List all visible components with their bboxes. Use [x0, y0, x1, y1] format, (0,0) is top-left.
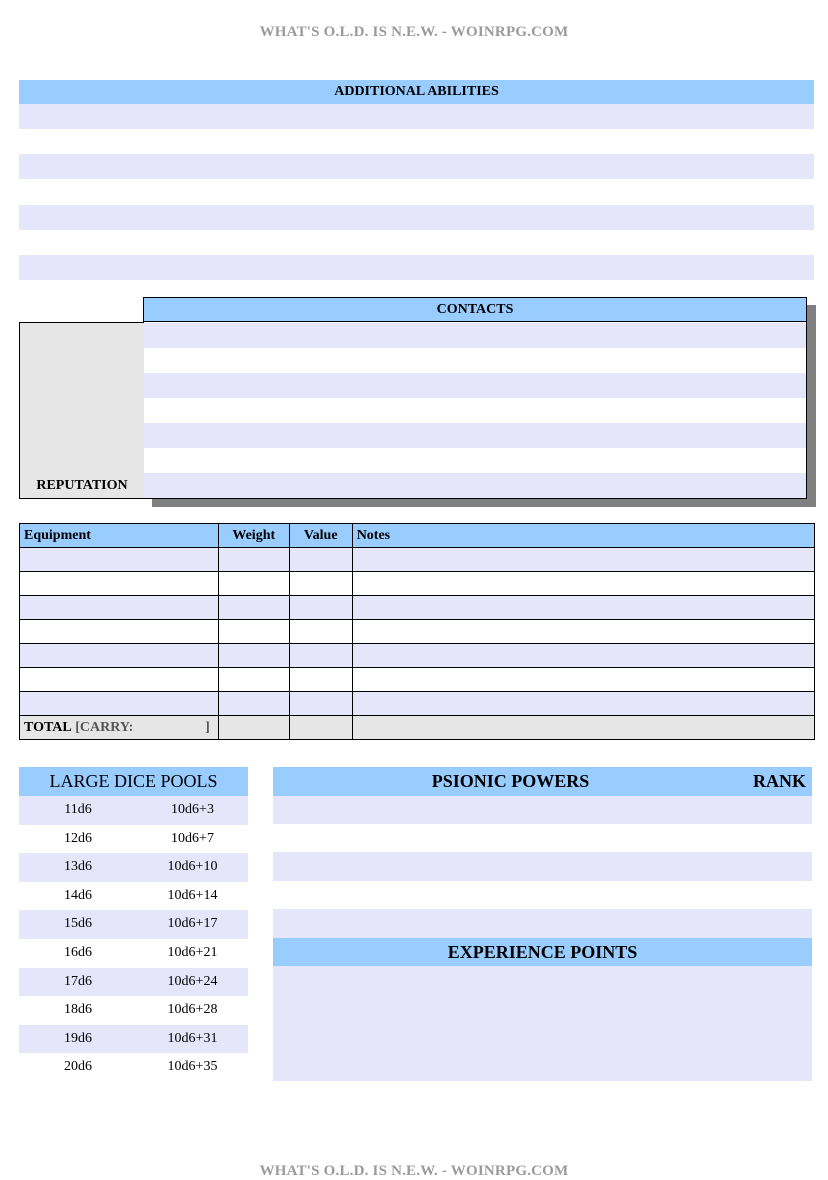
psionic-row[interactable] — [273, 824, 812, 853]
equipment-total-row — [20, 716, 815, 740]
notes-col-header: Notes — [352, 524, 814, 548]
ability-row[interactable] — [19, 129, 814, 154]
dice-pool-row — [19, 968, 248, 997]
total-weight-cell[interactable] — [218, 716, 289, 740]
psionic-row[interactable] — [273, 796, 812, 825]
reputation-box[interactable] — [19, 322, 144, 499]
total-cell[interactable] — [20, 716, 219, 740]
value-col-header: Value — [289, 524, 352, 548]
dice-pool-equivalent: 10d6+24 — [167, 973, 218, 989]
contact-row[interactable] — [144, 348, 806, 373]
dice-pool-row — [19, 853, 248, 882]
psionic-row[interactable] — [273, 909, 812, 938]
dice-pool-equivalent: 10d6+14 — [167, 887, 218, 903]
equipment-row[interactable] — [20, 572, 815, 596]
contact-row[interactable] — [144, 398, 806, 423]
dice-pool-equivalent: 10d6+3 — [171, 802, 214, 817]
additional-abilities-header: ADDITIONAL ABILITIES — [19, 80, 814, 104]
total-value-cell[interactable] — [289, 716, 352, 740]
psionic-row[interactable] — [273, 852, 812, 881]
dice-pool-equivalent: 10d6+17 — [167, 916, 218, 932]
equipment-header-row — [20, 524, 815, 548]
dice-pool-equivalent: 10d6+35 — [167, 1059, 218, 1075]
carry-close: ] — [205, 719, 210, 735]
total-label: TOTAL — [24, 719, 72, 735]
psionic-row[interactable] — [273, 881, 812, 910]
experience-points-header: EXPERIENCE POINTS — [273, 938, 812, 966]
dice-pool-count: 18d6 — [64, 1002, 92, 1018]
dice-pool-row — [19, 1025, 248, 1054]
ability-row[interactable] — [19, 230, 814, 255]
dice-pool-count: 17d6 — [64, 973, 92, 989]
site-banner-top: WHAT'S O.L.D. IS N.E.W. - WOINRPG.COM — [259, 24, 569, 40]
contacts-panel — [143, 297, 807, 499]
dice-pool-row — [19, 1053, 248, 1082]
dice-pool-count: 11d6 — [64, 802, 92, 817]
ability-row[interactable] — [19, 179, 814, 204]
dice-pool-count: 13d6 — [64, 859, 92, 875]
equipment-row[interactable] — [20, 548, 815, 572]
equipment-row[interactable] — [20, 620, 815, 644]
dice-pool-equivalent: 10d6+7 — [171, 830, 214, 846]
dice-pool-row — [19, 882, 248, 911]
dice-pool-equivalent: 10d6+28 — [167, 1002, 218, 1018]
equipment-row[interactable] — [20, 692, 815, 716]
dice-pool-equivalent: 10d6+10 — [167, 859, 218, 875]
dice-pool-row — [19, 825, 248, 854]
psionic-powers-title: PSIONIC POWERS — [431, 771, 590, 791]
ability-row[interactable] — [19, 255, 814, 280]
contact-row[interactable] — [144, 373, 806, 398]
ability-row[interactable] — [19, 104, 814, 129]
equipment-row[interactable] — [20, 596, 815, 620]
contacts-header: CONTACTS — [144, 298, 806, 322]
contact-row[interactable] — [144, 423, 806, 448]
equipment-table — [19, 523, 815, 740]
dice-pool-row — [19, 910, 248, 939]
site-banner-bottom: WHAT'S O.L.D. IS N.E.W. - WOINRPG.COM — [259, 1163, 569, 1179]
dice-pool-count: 20d6 — [64, 1059, 92, 1075]
dice-pool-count: 16d6 — [64, 945, 92, 960]
total-notes-cell[interactable] — [352, 716, 814, 740]
carry-label: [CARRY: — [75, 719, 134, 735]
weight-col-header: Weight — [218, 524, 289, 548]
equipment-col-header: Equipment — [20, 524, 219, 548]
dice-pool-count: 15d6 — [64, 916, 92, 932]
psionic-powers-header — [273, 767, 812, 796]
ability-row[interactable] — [19, 154, 814, 179]
reputation-label: REPUTATION — [36, 478, 128, 493]
dice-pool-equivalent: 10d6+31 — [167, 1030, 218, 1046]
large-dice-pools-header: LARGE DICE POOLS — [19, 767, 248, 796]
experience-points-box[interactable] — [273, 966, 812, 1081]
dice-pool-count: 12d6 — [64, 830, 92, 846]
dice-pool-row — [19, 939, 248, 968]
contact-row[interactable] — [144, 448, 806, 473]
dice-pool-count: 14d6 — [64, 887, 92, 903]
psionic-rank-label: RANK — [753, 771, 806, 791]
contact-row[interactable] — [144, 323, 806, 348]
dice-pool-equivalent: 10d6+21 — [167, 945, 218, 960]
equipment-row[interactable] — [20, 644, 815, 668]
dice-pool-row — [19, 796, 248, 825]
contact-row[interactable] — [144, 473, 806, 498]
equipment-row[interactable] — [20, 668, 815, 692]
dice-pool-count: 19d6 — [64, 1030, 92, 1046]
dice-pool-row — [19, 996, 248, 1025]
ability-row[interactable] — [19, 205, 814, 230]
